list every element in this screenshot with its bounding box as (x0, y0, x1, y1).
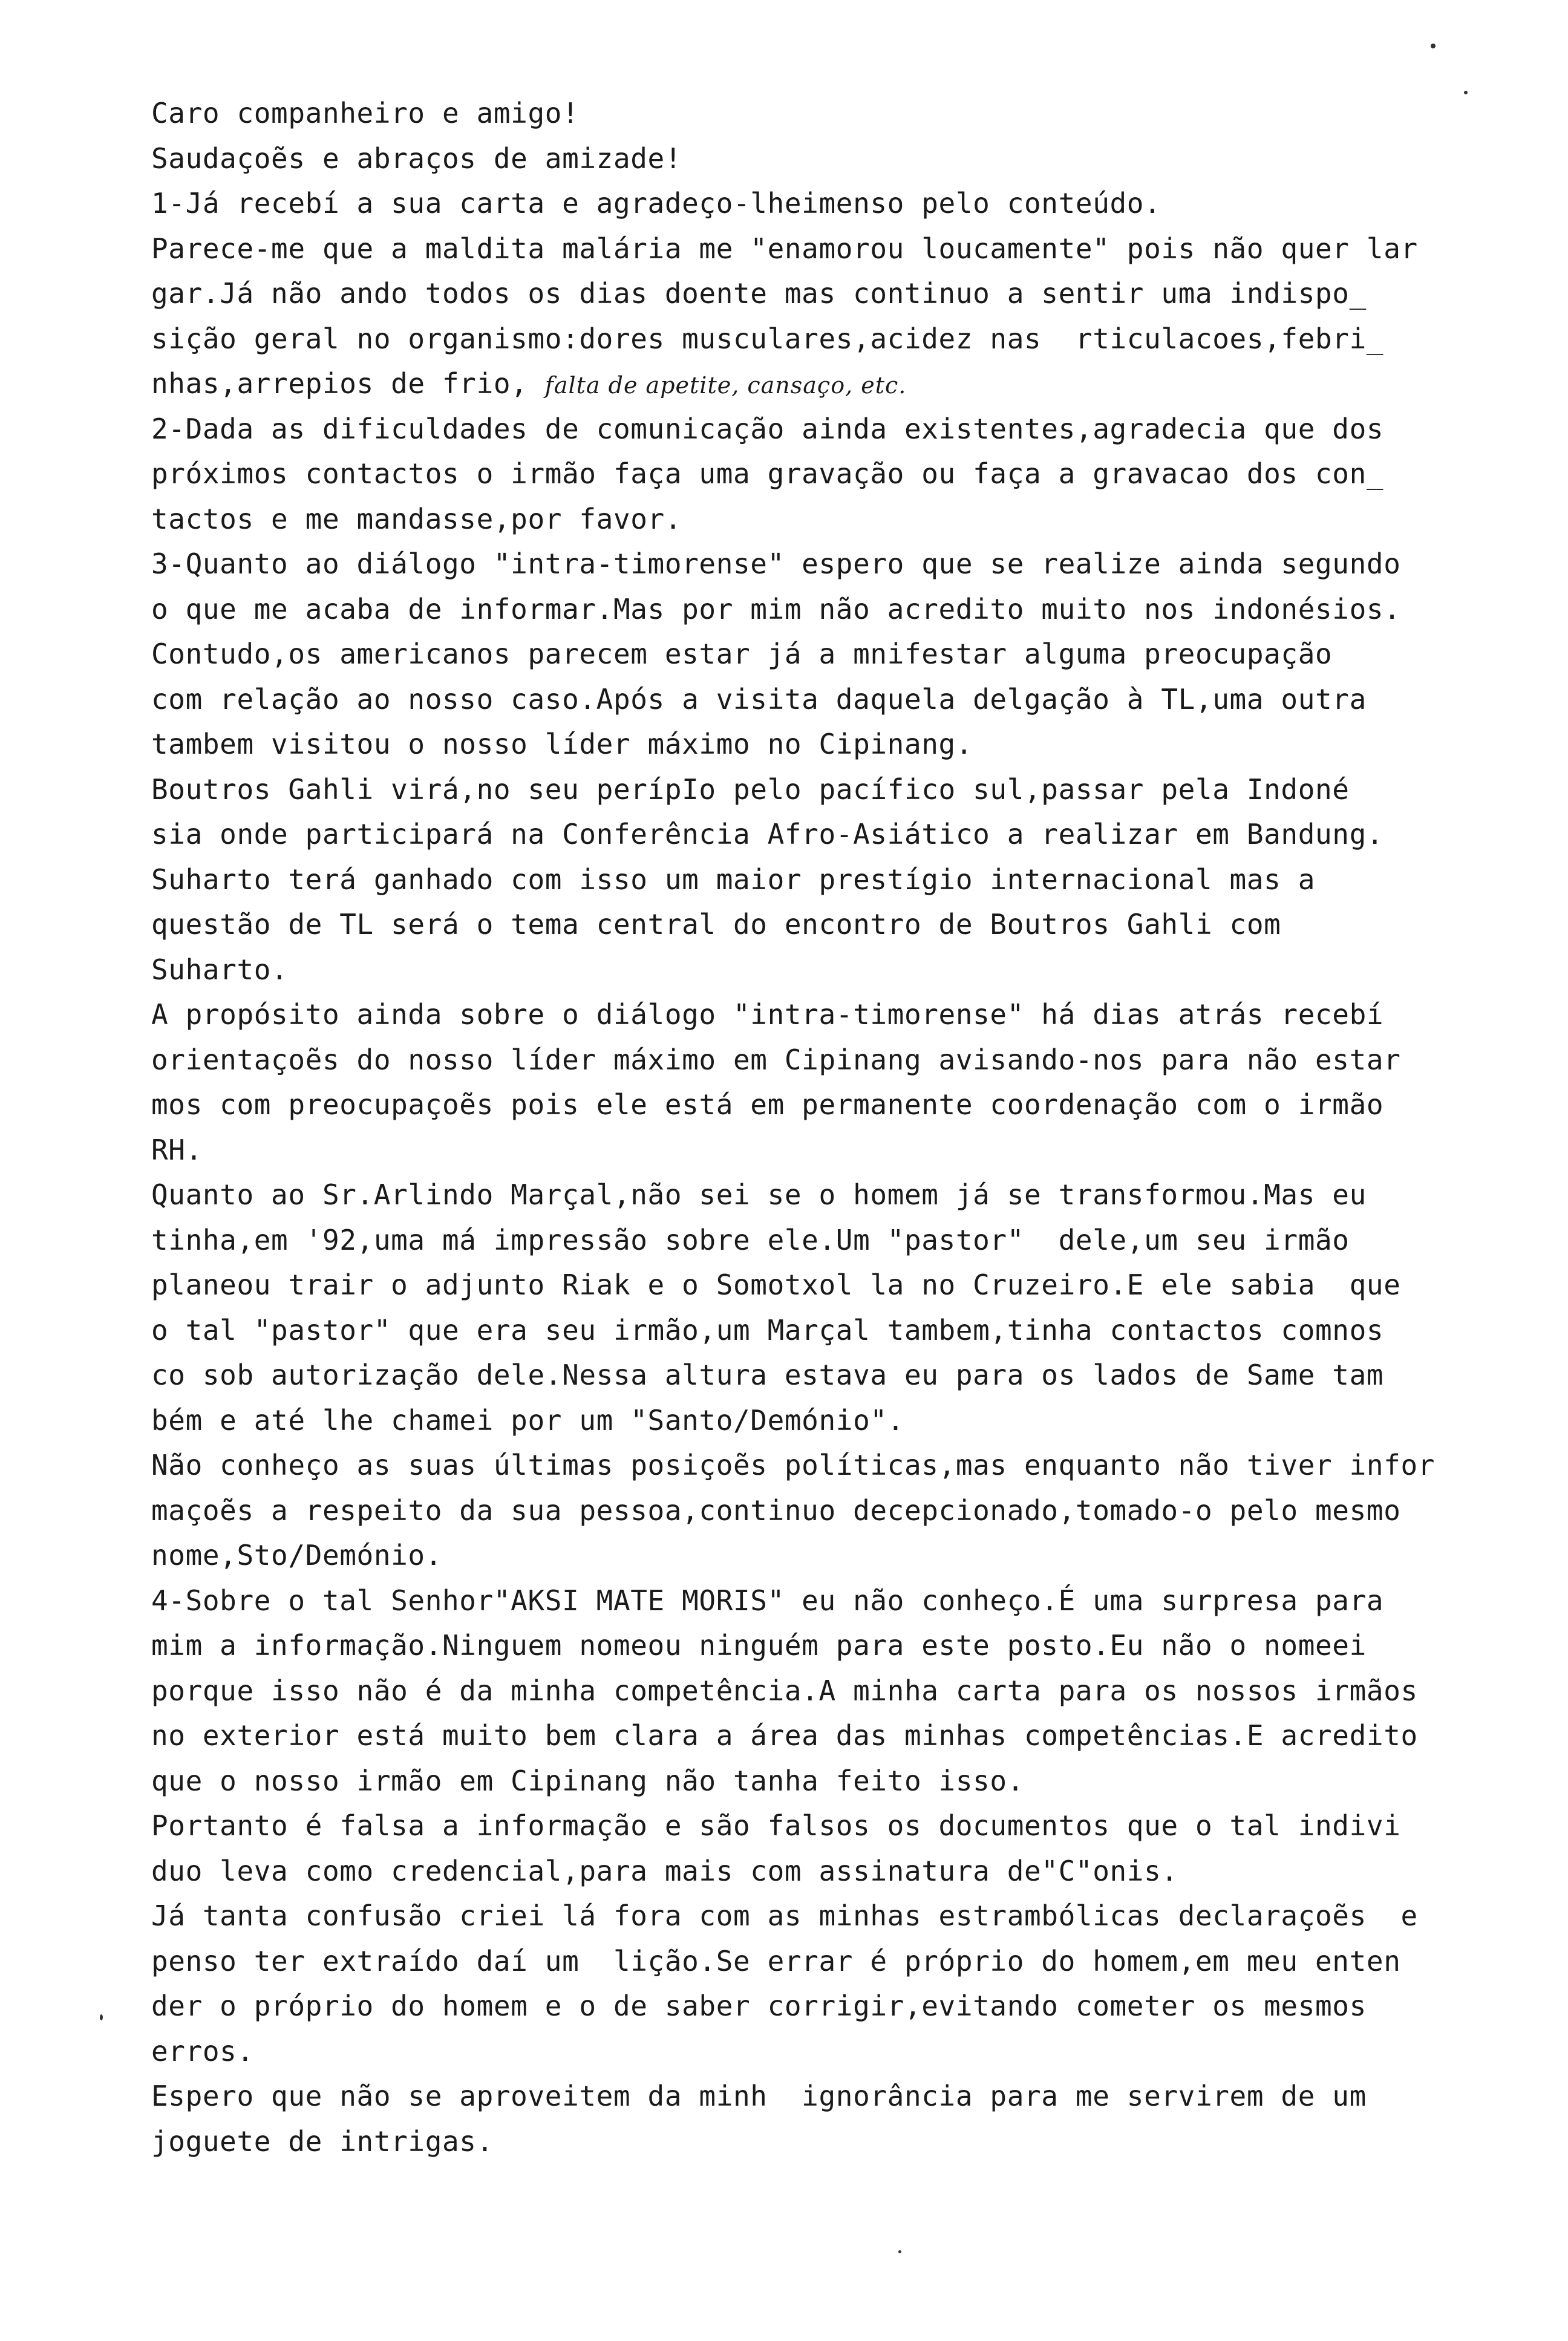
letter-line: RH. (151, 1133, 203, 1166)
letter-line: erros. (151, 2034, 254, 2068)
letter-line: maçoẽs a respeito da sua pessoa,continuo decepcionado,tomado-o pelo mesmo (151, 1494, 1401, 1527)
letter-line: 4-Sobre o tal Senhor"AKSI MATE MORIS" eu não conheço.É uma surpresa para (151, 1584, 1384, 1617)
letter-line: planeou trair o adjunto Riak e o Somotxol la no Cruzeiro.E ele sabia que (151, 1268, 1401, 1301)
paper-speck (898, 2250, 901, 2253)
letter-line: sição geral no organismo:dores musculares,acidez nas rticulacoes,febri_ (151, 322, 1384, 355)
letter-line: Contudo,os americanos parecem estar já a mnifestar alguma preocupação (151, 638, 1333, 670)
letter-line: 3-Quanto ao diálogo "intra-timorense" espero que se realize ainda segundo (151, 547, 1401, 580)
letter-line: co sob autorização dele.Nessa altura estava eu para os lados de Same tam (151, 1359, 1384, 1391)
letter-line: porque isso não é da minha competência.A minha carta para os nossos irmãos (151, 1674, 1418, 1707)
letter-line: penso ter extraído daí um lição.Se errar é próprio do homem,em meu enten (151, 1944, 1401, 1977)
letter-line: Portanto é falsa a informação e são falsos os documentos que o tal indivi (151, 1809, 1401, 1842)
letter-salutation: Saudaçoẽs e abraços de amizade! (151, 142, 682, 175)
letter-line: sia onde participará na Conferência Afro-Asiático a realizar em Bandung. (151, 818, 1384, 851)
letter-line-with-handwriting (151, 361, 1482, 406)
letter-line: tactos e me mandasse,por favor. (151, 502, 682, 535)
letter-line: Parece-me que a maldita malária me "enamorou loucamente" pois não quer lar (151, 232, 1418, 265)
letter-line: Não conheço as suas últimas posiçoẽs políticas,mas enquanto não tiver infor (151, 1449, 1436, 1481)
letter-line: orientaçoẽs do nosso líder máximo em Cipinang avisando-nos para não estar (151, 1043, 1401, 1076)
letter-line: questão de TL será o tema central do encontro de Boutros Gahli com (151, 908, 1281, 941)
letter-line: 1-Já recebí a sua carta e agradeço-lheimenso pelo conteúdo. (151, 187, 1161, 220)
letter-line: no exterior está muito bem clara a área das minhas competências.E acredito (151, 1719, 1418, 1752)
letter-line: próximos contactos o irmão faça uma gravação ou faça a gravacao dos con_ (151, 457, 1384, 490)
letter-line: Suharto terá ganhado com isso um maior prestígio internacional mas a (151, 863, 1316, 896)
letter-body (151, 91, 1482, 2164)
letter-line: Espero que não se aproveitem da minh ignorância para me servirem de um (151, 2080, 1367, 2112)
letter-line: mos com preocupaçoẽs pois ele está em permanente coordenação com o irmão (151, 1088, 1384, 1121)
handwritten-addition: falta de apetite, cansaço, etc. (544, 372, 907, 399)
letter-line: nhas,arrepios de frio, (151, 367, 528, 400)
letter-line: Boutros Gahli virá,no seu perípIo pelo pacífico sul,passar pela Indoné (151, 772, 1350, 806)
letter-line: A propósito ainda sobre o diálogo "intra-timorense" há dias atrás recebí (151, 998, 1384, 1031)
paper-speck (1431, 44, 1436, 48)
letter-line: joguete de intrigas. (151, 2124, 494, 2158)
letter-line: o que me acaba de informar.Mas por mim não acredito muito nos indonésios. (151, 592, 1401, 625)
letter-line: bém e até lhe chamei por um "Santo/Demónio". (151, 1403, 904, 1437)
letter-line: com relação ao nosso caso.Após a visita daquela delgação à TL,uma outra (151, 682, 1367, 716)
paper-speck (100, 2014, 103, 2020)
letter-line: 2-Dada as dificuldades de comunicação ainda existentes,agradecia que dos (151, 412, 1384, 445)
letter-line: tinha,em '92,uma má impressão sobre ele.Um "pastor" dele,um seu irmão (151, 1223, 1350, 1256)
letter-line: mim a informação.Ninguem nomeou ninguém para este posto.Eu não o nomeei (151, 1629, 1367, 1662)
letter-line: o tal "pastor" que era seu irmão,um Marçal tambem,tinha contactos comnos (151, 1313, 1384, 1347)
letter-line: gar.Já não ando todos os dias doente mas continuo a sentir uma indispo_ (151, 277, 1367, 310)
letter-line: der o próprio do homem e o de saber corrigir,evitando cometer os mesmos (151, 1990, 1367, 2022)
letter-line: duo leva como credencial,para mais com assinatura de"C"onis. (151, 1854, 1178, 1887)
letter-line: Quanto ao Sr.Arlindo Marçal,não sei se o homem já se transformou.Mas eu (151, 1178, 1367, 1211)
letter-greeting: Caro companheiro e amigo! (151, 97, 580, 129)
letter-line: nome,Sto/Demónio. (151, 1539, 443, 1572)
letter-line: Já tanta confusão criei lá fora com as minhas estrambólicas declaraçoẽs e (151, 1899, 1418, 1932)
letter-line: que o nosso irmão em Cipinang não tanha feito isso. (151, 1764, 1025, 1797)
letter-line: Suharto. (151, 953, 289, 986)
letter-line: tambem visitou o nosso líder máximo no Cipinang. (151, 728, 973, 760)
